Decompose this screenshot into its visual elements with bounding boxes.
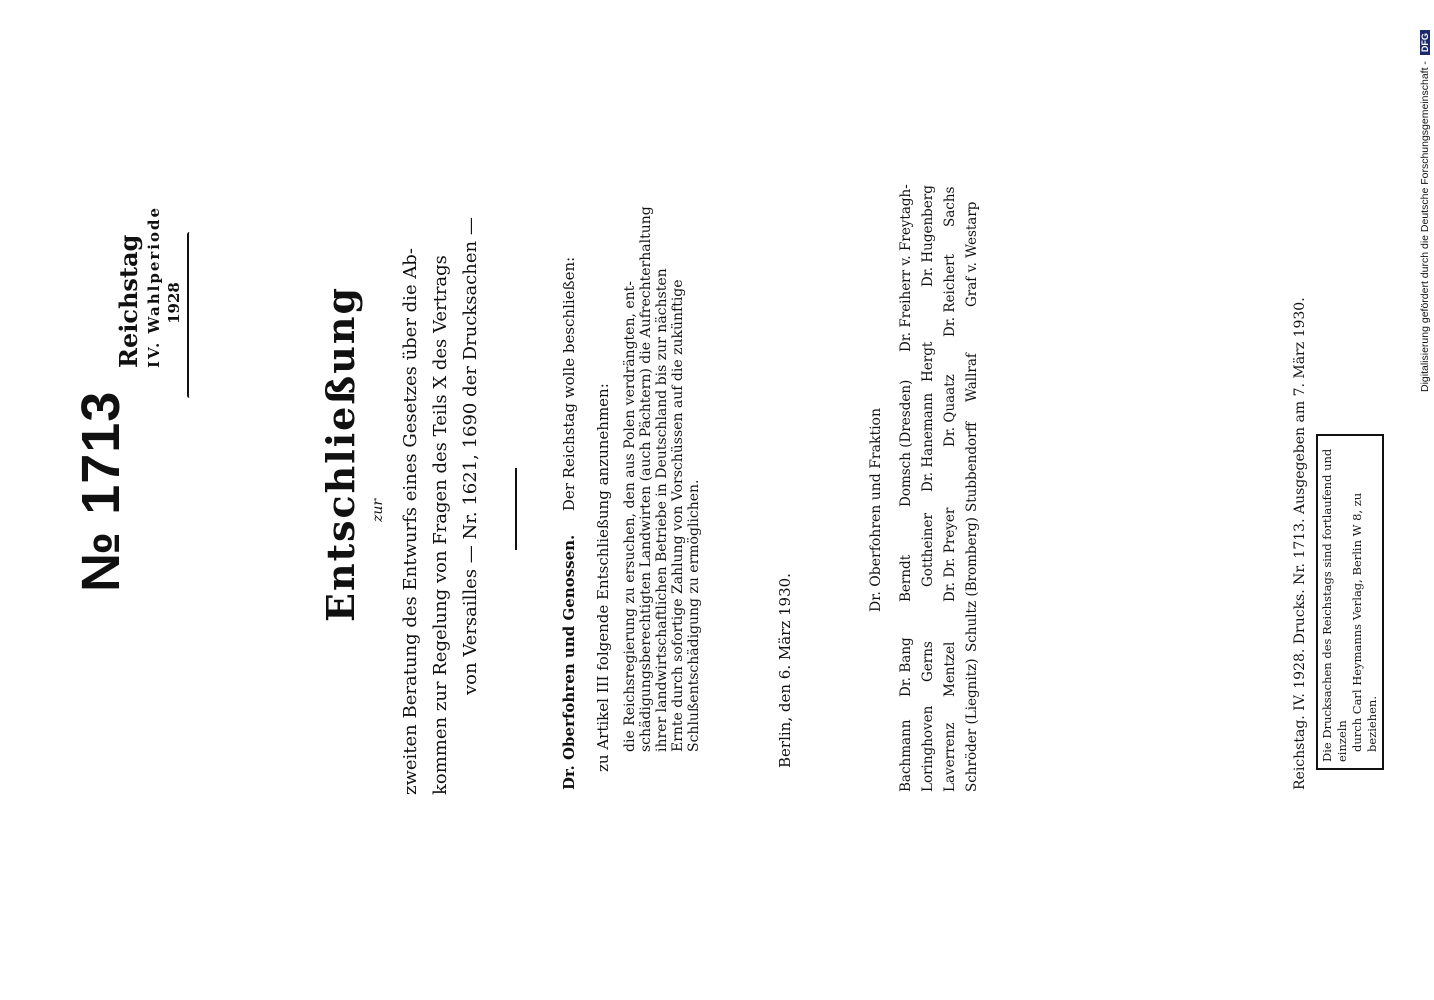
signatory: Berndt (898, 554, 914, 602)
signatory-header: Dr. Oberfohren und Fraktion (868, 408, 884, 612)
body-line: ihrer landwirtschaftlichen Betriebe in Deutschland bis zur nächsten (654, 268, 670, 752)
separator-line (515, 468, 517, 550)
signatory: Gottheiner (920, 513, 936, 587)
signatory-row (895, 184, 917, 792)
signatory-list (895, 184, 983, 792)
document-number: № 1713 (71, 390, 131, 592)
signatory: Dr. Dr. Preyer (942, 507, 958, 602)
dfg-logo: DFG (1420, 30, 1430, 55)
parliament-year: 1928 (165, 282, 183, 324)
signatory-row (961, 184, 983, 792)
signatory: Loringhoven (920, 705, 936, 792)
footer-line: Reichstag. IV. 1928. Drucks. Nr. 1713. Ausgegeben am 7. März 1930. (1292, 297, 1308, 790)
signatory: Dr. Hugenberg (920, 185, 936, 287)
signatory: Dr. Hanemann (920, 392, 936, 492)
footer-notice-line: durch Carl Heymanns Verlag, Berlin W 8, zu beziehen. (1350, 492, 1379, 752)
parliament-period: IV. Wahlperiode (145, 205, 163, 368)
signatory: Dr. Reichert (942, 254, 958, 337)
signatory: Stubbendorff (964, 421, 980, 512)
brace-line (187, 232, 192, 398)
date-line: Berlin, den 6. März 1930. (776, 573, 794, 768)
signatory: Dr. Bang (898, 637, 914, 697)
digitization-credit (1419, 30, 1431, 392)
body-text (622, 206, 702, 752)
parliament-block (114, 205, 184, 368)
credit-text: Digitalisierung gefördert durch die Deutsche Forschungsgemeinschaft - (1419, 61, 1431, 392)
signatory: Dr. Quaatz (942, 374, 958, 447)
footer-notice (1316, 434, 1384, 770)
signatory: Bachmann (898, 719, 914, 792)
signatory: Laverrenz (942, 722, 958, 792)
body-line: Schlußentschädigung zu ermöglichen. (686, 479, 702, 752)
signatory: Sachs (942, 186, 958, 227)
body-line: schädigungsberechtigten Landwirten (auch Pächtern) die Aufrechterhaltung (638, 206, 654, 752)
document-subtitle: zur (370, 498, 386, 522)
body-line: die Reichsregierung zu ersuchen, den aus Polen verdrängten, ent- (622, 280, 638, 752)
signatory-row (939, 184, 961, 792)
signatory: Gerns (920, 641, 936, 682)
intro-line: von Versailles — Nr. 1621, 1690 der Drucksachen — (460, 217, 481, 695)
intro-text (396, 217, 486, 795)
signatory: Wallraf (964, 353, 980, 402)
body-line: Ernte durch sofortige Zahlung von Vorschüssen auf die zukünftige (670, 279, 686, 752)
parliament-name: Reichstag (114, 234, 143, 368)
signatory: Domsch (Dresden) (898, 379, 914, 507)
intro-line: zweiten Beratung des Entwurfs eines Gesetzes über die Ab- (400, 248, 421, 795)
resolve-text: Der Reichstag wolle beschließen: (560, 256, 578, 512)
movers: Dr. Oberfohren und Genossen. (560, 534, 578, 790)
signatory: Schröder (Liegnitz) (964, 658, 980, 792)
movers-line (560, 257, 578, 790)
footer-notice-line: Die Drucksachen des Reichstags sind fortlaufend und einzeln (1320, 448, 1349, 762)
signatory: Hergt (920, 341, 936, 382)
signatory-row (917, 184, 939, 792)
intro-line: kommen zur Regelung von Fragen des Teils X des Vertrags (430, 255, 451, 795)
document-title: Entschließung (318, 285, 363, 622)
article-line: zu Artikel III folgende Entschließung anzunehmen: (594, 383, 612, 772)
signatory: Graf v. Westarp (964, 201, 980, 307)
signatory: Schultz (Bromberg) (964, 517, 980, 652)
signatory: Mentzel (942, 641, 958, 697)
signatory: Dr. Freiherr v. Freytagh- (898, 184, 914, 352)
